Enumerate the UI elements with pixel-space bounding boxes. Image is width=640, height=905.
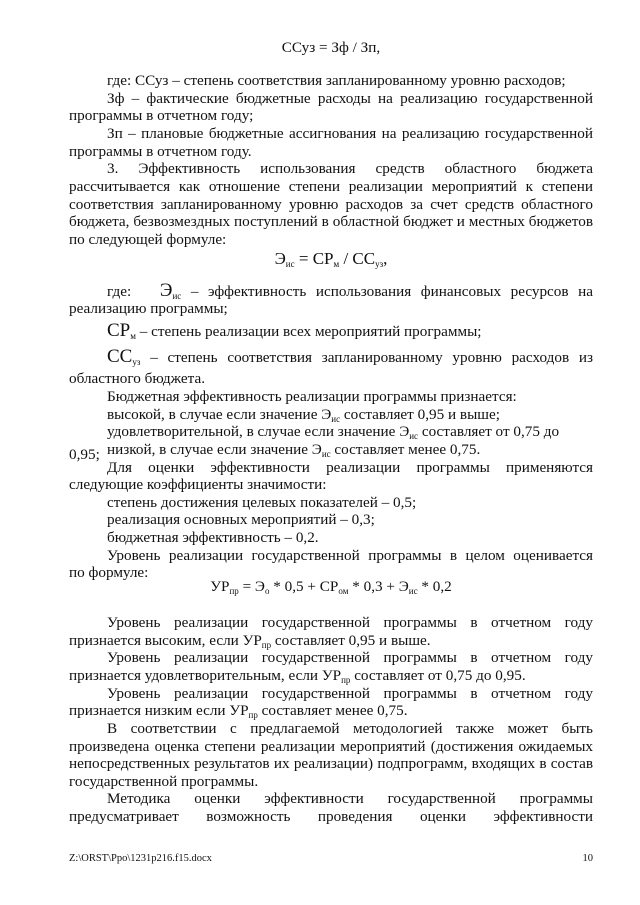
item-text: составляет 0,95 и выше; <box>340 406 500 423</box>
formula-part: УР <box>210 578 230 595</box>
definition-ssuz: где: ССуз – степень соответствия запланированному уровню расходов; <box>107 72 566 89</box>
methodology-line3: непосредственных результатов их реализации) подпрограмм, входящих в состав <box>69 755 593 772</box>
program-level-line2: по формуле: <box>69 564 149 581</box>
formula-symbol: Э <box>274 249 286 268</box>
item-subscript: ис <box>331 414 341 424</box>
formula-ssuz: ССуз = Зф / Зп, <box>281 39 381 56</box>
symbol-eis: Э <box>159 280 173 301</box>
item-text: составляет менее 0,75. <box>257 702 408 719</box>
formula-subscript: м <box>333 259 340 269</box>
item-subscript: ис <box>409 431 419 441</box>
symbol-subscript: уз <box>132 357 141 367</box>
definition-text: – степень соответствия запланированному уровню расходов из <box>150 349 594 366</box>
formula-subscript: ом <box>338 586 349 596</box>
item-subscript: ис <box>321 449 331 459</box>
method-line2: предусматривает возможность проведения оценки эффективности <box>69 808 593 825</box>
symbol-subscript: ис <box>172 291 182 301</box>
coefficients-intro-line1: Для оценки эффективности реализации программы применяются <box>107 459 593 476</box>
definition-zp-line1: Зп – плановые бюджетные ассигнования на реализацию государственной <box>107 125 593 142</box>
formula-subscript: ис <box>408 586 418 596</box>
methodology-line1: В соответствии с предлагаемой методологией также может быть <box>107 720 593 737</box>
formula-part: * 0,5 + СР <box>269 578 339 595</box>
definition-crm <box>107 322 593 346</box>
paragraph-3-line2: рассчитывается как отношение степени реализации мероприятий к степени <box>69 178 593 195</box>
formula-program-level <box>69 578 593 600</box>
level-low-line1: Уровень реализации государственной программы в отчетном году <box>107 685 593 702</box>
formula-subscript: ис <box>285 259 295 269</box>
definition-zf-line2: программы в отчетном году; <box>69 107 254 124</box>
definition-zp-line2: программы в отчетном году. <box>69 143 252 160</box>
coefficient-measures: реализация основных мероприятий – 0,3; <box>107 511 375 528</box>
definition-ccuz-line1 <box>107 348 593 372</box>
methodology-line4: государственной программы. <box>69 773 259 790</box>
item-subscript: пр <box>261 640 272 650</box>
definition-text: – степень реализации всех мероприятий программы; <box>139 323 482 340</box>
item-text: признается высоким, если УР <box>69 632 262 649</box>
formula-part: / СС <box>339 249 376 268</box>
item-text: составляет от 0,75 до 0,95. <box>350 667 526 684</box>
symbol-ccuz: СС <box>107 346 133 367</box>
formula-part: = СР <box>294 249 334 268</box>
definition-eis-line2: реализацию программы; <box>69 300 228 317</box>
symbol-subscript: м <box>130 331 136 341</box>
definition-zf-line1: Зф – фактические бюджетные расходы на реализацию государственной <box>107 90 593 107</box>
coefficients-intro-line2: следующие коэффициенты значимости: <box>69 476 327 493</box>
item-text: высокой, в случае если значение Э <box>107 406 332 423</box>
level-high-line1: Уровень реализации государственной программы в отчетном году <box>107 614 593 631</box>
formula-efficiency <box>69 250 593 273</box>
item-text: составляет от 0,75 до 0,95; <box>69 423 560 463</box>
paragraph-3-line5: по следующей формуле: <box>69 231 227 248</box>
item-subscript: пр <box>341 675 351 685</box>
item-text: удовлетворительной, в случае если значение Э <box>107 423 410 440</box>
program-level-line1: Уровень реализации государственной программы в целом оценивается <box>107 547 593 564</box>
formula-subscript: о <box>264 586 270 596</box>
where-label: где: <box>107 283 132 300</box>
formula-part: = Э <box>238 578 265 595</box>
formula-part: , <box>383 249 388 268</box>
formula-part: * 0,2 <box>417 578 452 595</box>
methodology-line2: произведена оценка степени реализации мероприятий (достижения ожидаемых <box>69 738 593 755</box>
level-satisfactory-line1: Уровень реализации государственной программы в отчетном году <box>107 649 593 666</box>
coefficient-budget: бюджетная эффективность – 0,2. <box>107 529 319 546</box>
formula-part: * 0,3 + Э <box>348 578 409 595</box>
paragraph-3-line4: бюджета, безвозмездных поступлений в областной бюджет и местных бюджетов <box>69 213 593 230</box>
footer-file-path: Z:\ORST\Ppo\1231p216.f15.docx <box>69 853 212 864</box>
item-text: составляет 0,95 и выше. <box>271 632 431 649</box>
paragraph-3-line1: 3. Эффективность использования средств областного бюджета <box>107 160 593 177</box>
budget-efficiency-intro: Бюджетная эффективность реализации программы признается: <box>107 388 517 405</box>
symbol-crm: СР <box>107 320 131 341</box>
coefficient-targets: степень достижения целевых показателей – 0,5; <box>107 494 417 511</box>
item-text: низкой, в случае если значение Э <box>107 441 322 458</box>
paragraph-3-line3: соответствия запланированному уровню расходов за счет средств областного <box>69 196 593 213</box>
item-subscript: пр <box>248 710 258 720</box>
item-text: признается удовлетворительным, если УР <box>69 667 342 684</box>
item-text: признается низким если УР <box>69 702 249 719</box>
item-text: составляет менее 0,75. <box>330 441 481 458</box>
footer-page-number: 10 <box>582 853 593 864</box>
definition-ccuz-line2: областного бюджета. <box>69 370 206 387</box>
formula-subscript: уз <box>375 259 384 269</box>
method-line1: Методика оценки эффективности государственной программы <box>107 790 593 807</box>
definition-text: – эффективность использования финансовых ресурсов на <box>190 283 594 300</box>
formula-subscript: пр <box>229 586 239 596</box>
